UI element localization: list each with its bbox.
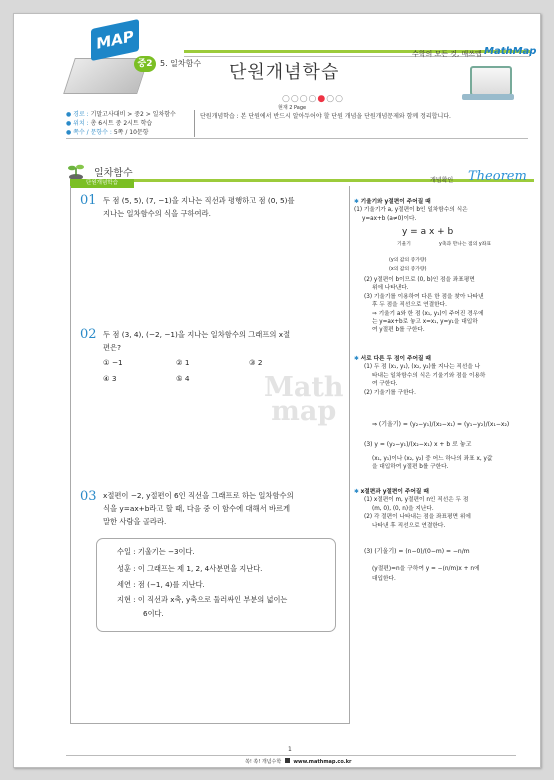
problem-line: 식을 y=ax+b라고 할 때, 다음 중 이 함수에 대해서 바르게 bbox=[103, 504, 291, 513]
theory-line: 대입한다. bbox=[372, 576, 396, 582]
footer-text: 쏙! 쏙! 개념수학 bbox=[245, 759, 282, 765]
info-bottom-rule bbox=[66, 138, 528, 139]
theory-block-c bbox=[354, 488, 534, 530]
scope-value: 총 6시트 중 2시트 학습 bbox=[90, 120, 153, 127]
theory-annotation: y축과 만나는 점의 y좌표 bbox=[439, 242, 491, 247]
path-value: 기말고사대비 > 중2 > 일차함수 bbox=[90, 111, 176, 118]
theory-line: 을 대입하여 y절편 b를 구한다. bbox=[372, 464, 449, 471]
theory-line: ⇒ 기울기 a와 한 점 (x₁, y₁)이 주어진 경우에 bbox=[372, 310, 484, 317]
theory-block-a2 bbox=[364, 276, 532, 335]
theorem-label: 개념확인 bbox=[430, 177, 454, 184]
document-page bbox=[13, 13, 541, 768]
count-value: 5쪽 / 10문항 bbox=[113, 129, 149, 136]
theory-block-a bbox=[354, 198, 534, 223]
theory-line: (2) y절편이 b이므로 (0, b)인 점을 좌표평면 bbox=[364, 277, 475, 283]
theory-annotation: 기울기 bbox=[397, 242, 411, 247]
problem-number: 03 bbox=[80, 489, 97, 504]
problem-line: 두 점 (3, 4), (−2, −1)을 지나는 일차함수의 그래프의 x절 bbox=[103, 330, 291, 339]
theory-line: 나타낸 후 직선으로 연결한다. bbox=[372, 522, 446, 529]
problem-number: 01 bbox=[80, 193, 97, 208]
problem-text bbox=[103, 328, 290, 354]
theory-heading: 기울기와 y절편이 주어질 때 bbox=[360, 199, 431, 205]
page-title: 단원개념학습 bbox=[229, 62, 340, 83]
grade-badge: 중2 bbox=[134, 56, 156, 72]
brand-logo: MathMap bbox=[484, 46, 537, 57]
theory-formula: (3) y = (y₂−y₁)/(x₂−x₁) x + b 로 놓고 bbox=[364, 441, 472, 448]
problem-column bbox=[70, 186, 350, 724]
footer-url[interactable]: www.mathmap.co.kr bbox=[293, 759, 352, 765]
asterisk-icon: ✱ bbox=[354, 199, 359, 205]
monitor-base-icon bbox=[462, 94, 514, 100]
plant-icon bbox=[66, 161, 86, 181]
section-title: 일차함수 bbox=[94, 168, 133, 179]
theory-annotation: (y의 값의 증가량) bbox=[389, 258, 427, 263]
theory-line: (2) 각 절편이 나타내는 점을 좌표평면 위에 bbox=[364, 514, 471, 521]
theory-line: 후 두 점을 직선으로 연결한다. bbox=[372, 302, 447, 309]
map-logo: MAP bbox=[91, 19, 139, 61]
unit-label: 5. 일차함수 bbox=[160, 59, 202, 68]
problem-line: 말한 사람을 골라라. bbox=[103, 517, 167, 526]
problem-text bbox=[103, 489, 294, 528]
problem-text bbox=[103, 194, 295, 220]
statement-line: 수일 : 기울기는 −3이다. bbox=[117, 547, 195, 556]
choice-item[interactable]: ④ 3 bbox=[103, 374, 117, 383]
theory-line: 여 구한다. bbox=[372, 381, 398, 388]
statement-line: 성훈 : 이 그래프는 제 1, 2, 4사분면을 지난다. bbox=[117, 564, 263, 573]
theory-line: (1) x절편이 m, y절편이 n인 직선은 두 점 bbox=[364, 497, 469, 504]
problem-line: 편은? bbox=[103, 343, 121, 352]
page-dots: ○○○○●○○ bbox=[282, 94, 344, 104]
theory-heading: 서로 다른 두 점이 주어질 때 bbox=[360, 356, 431, 362]
theory-block-b2 bbox=[372, 455, 532, 472]
statement-line: 세연 : 점 (−1, 4)를 지난다. bbox=[117, 580, 205, 589]
path-label: ● 경로 : bbox=[66, 111, 89, 118]
watermark-line-1: Math bbox=[264, 372, 344, 403]
mathmap-watermark bbox=[264, 372, 344, 427]
theory-formula: (y절편)=n을 구하여 y = −(n/m)x + n에 bbox=[372, 566, 480, 572]
theory-formula: y = a x + b bbox=[402, 227, 454, 237]
page-indicator: 현재 2 Page bbox=[278, 105, 307, 111]
theory-line: y=ax+b (a≠0)이다. bbox=[362, 215, 417, 222]
info-block bbox=[66, 110, 176, 137]
section-bar bbox=[70, 179, 534, 182]
watermark-line-2: map bbox=[271, 396, 337, 427]
problem-line: 지나는 일차함수의 식을 구하여라. bbox=[103, 209, 211, 218]
page-number: 1 bbox=[288, 746, 292, 753]
problem-line: x절편이 −2, y절편이 6인 직선을 그래프로 하는 일차함수의 bbox=[103, 491, 294, 500]
tagline: 수학의 모든 것, 매쓰맵 bbox=[412, 50, 482, 58]
theorem-title: Theorem bbox=[468, 169, 527, 184]
theory-line: (1) 기울기가 a, y절편이 b인 일차함수의 식은 bbox=[354, 207, 468, 214]
footer bbox=[245, 758, 351, 765]
statement-line: 지현 : 이 직선과 x축, y축으로 둘러싸인 부분의 넓이는 bbox=[117, 595, 288, 604]
footer-square-icon bbox=[285, 758, 290, 763]
info-description: 단원개념학습 : 본 단원에서 반드시 알아두어야 할 단원 개념을 단원개념문제와 함께 정리합니다. bbox=[200, 113, 451, 120]
theory-line: (2) 기울기를 구한다. bbox=[364, 389, 416, 396]
theory-line: 위에 나타낸다. bbox=[372, 285, 409, 292]
info-divider bbox=[194, 110, 195, 137]
problem-number: 02 bbox=[80, 327, 97, 342]
theory-formula: (3) (기울기) = (n−0)/(0−m) = −n/m bbox=[364, 548, 470, 555]
scope-label: ● 위치 : bbox=[66, 120, 89, 127]
asterisk-icon: ✱ bbox=[354, 356, 359, 362]
choice-item[interactable]: ⑤ 4 bbox=[176, 374, 190, 383]
section-tag: 단원개념학습 bbox=[70, 179, 134, 188]
theory-heading: x절편과 y절편이 주어질 때 bbox=[360, 489, 429, 495]
choice-item[interactable]: ② 1 bbox=[176, 358, 190, 367]
theory-block-b bbox=[354, 355, 534, 397]
asterisk-icon: ✱ bbox=[354, 489, 359, 495]
theory-line: (x₁, y₁)이나 (x₂, y₂) 중 어느 하나의 좌표 x, y값 bbox=[372, 456, 493, 462]
theory-line: 타내는 일차함수의 식은 기울기와 점을 이용하 bbox=[372, 372, 486, 379]
theory-formula: ⇒ (기울기) = (y₂−y₁)/(x₂−x₁) = (y₁−y₂)/(x₁−x₂) bbox=[372, 421, 510, 428]
theory-line: 는 y=ax+b로 놓고 x=x₁, y=y₁을 대입하 bbox=[372, 319, 478, 326]
theory-annotation: (x의 값의 증가량) bbox=[389, 267, 427, 272]
monitor-icon bbox=[470, 66, 512, 96]
theory-line: 여 y절편 b를 구한다. bbox=[372, 327, 425, 334]
theory-line: (m, 0), (0, n)을 지난다. bbox=[372, 505, 434, 512]
theory-line: (3) 기울기를 이용하여 다른 한 점을 찾아 나타낸 bbox=[364, 293, 484, 300]
choice-item[interactable]: ① −1 bbox=[103, 358, 123, 367]
footer-rule bbox=[66, 755, 516, 756]
statement-line: 6이다. bbox=[143, 609, 164, 618]
problem-line: 두 점 (5, 5), (7, −1)을 지나는 직선과 평행하고 점 (0, 5)를 bbox=[103, 196, 295, 205]
choice-item[interactable]: ③ 2 bbox=[249, 358, 263, 367]
count-label: ● 쪽수 / 문항수 : bbox=[66, 129, 112, 136]
theory-line: (1) 두 점 (x₁, y₁), (x₂, y₂)를 지나는 직선을 나 bbox=[364, 364, 481, 371]
